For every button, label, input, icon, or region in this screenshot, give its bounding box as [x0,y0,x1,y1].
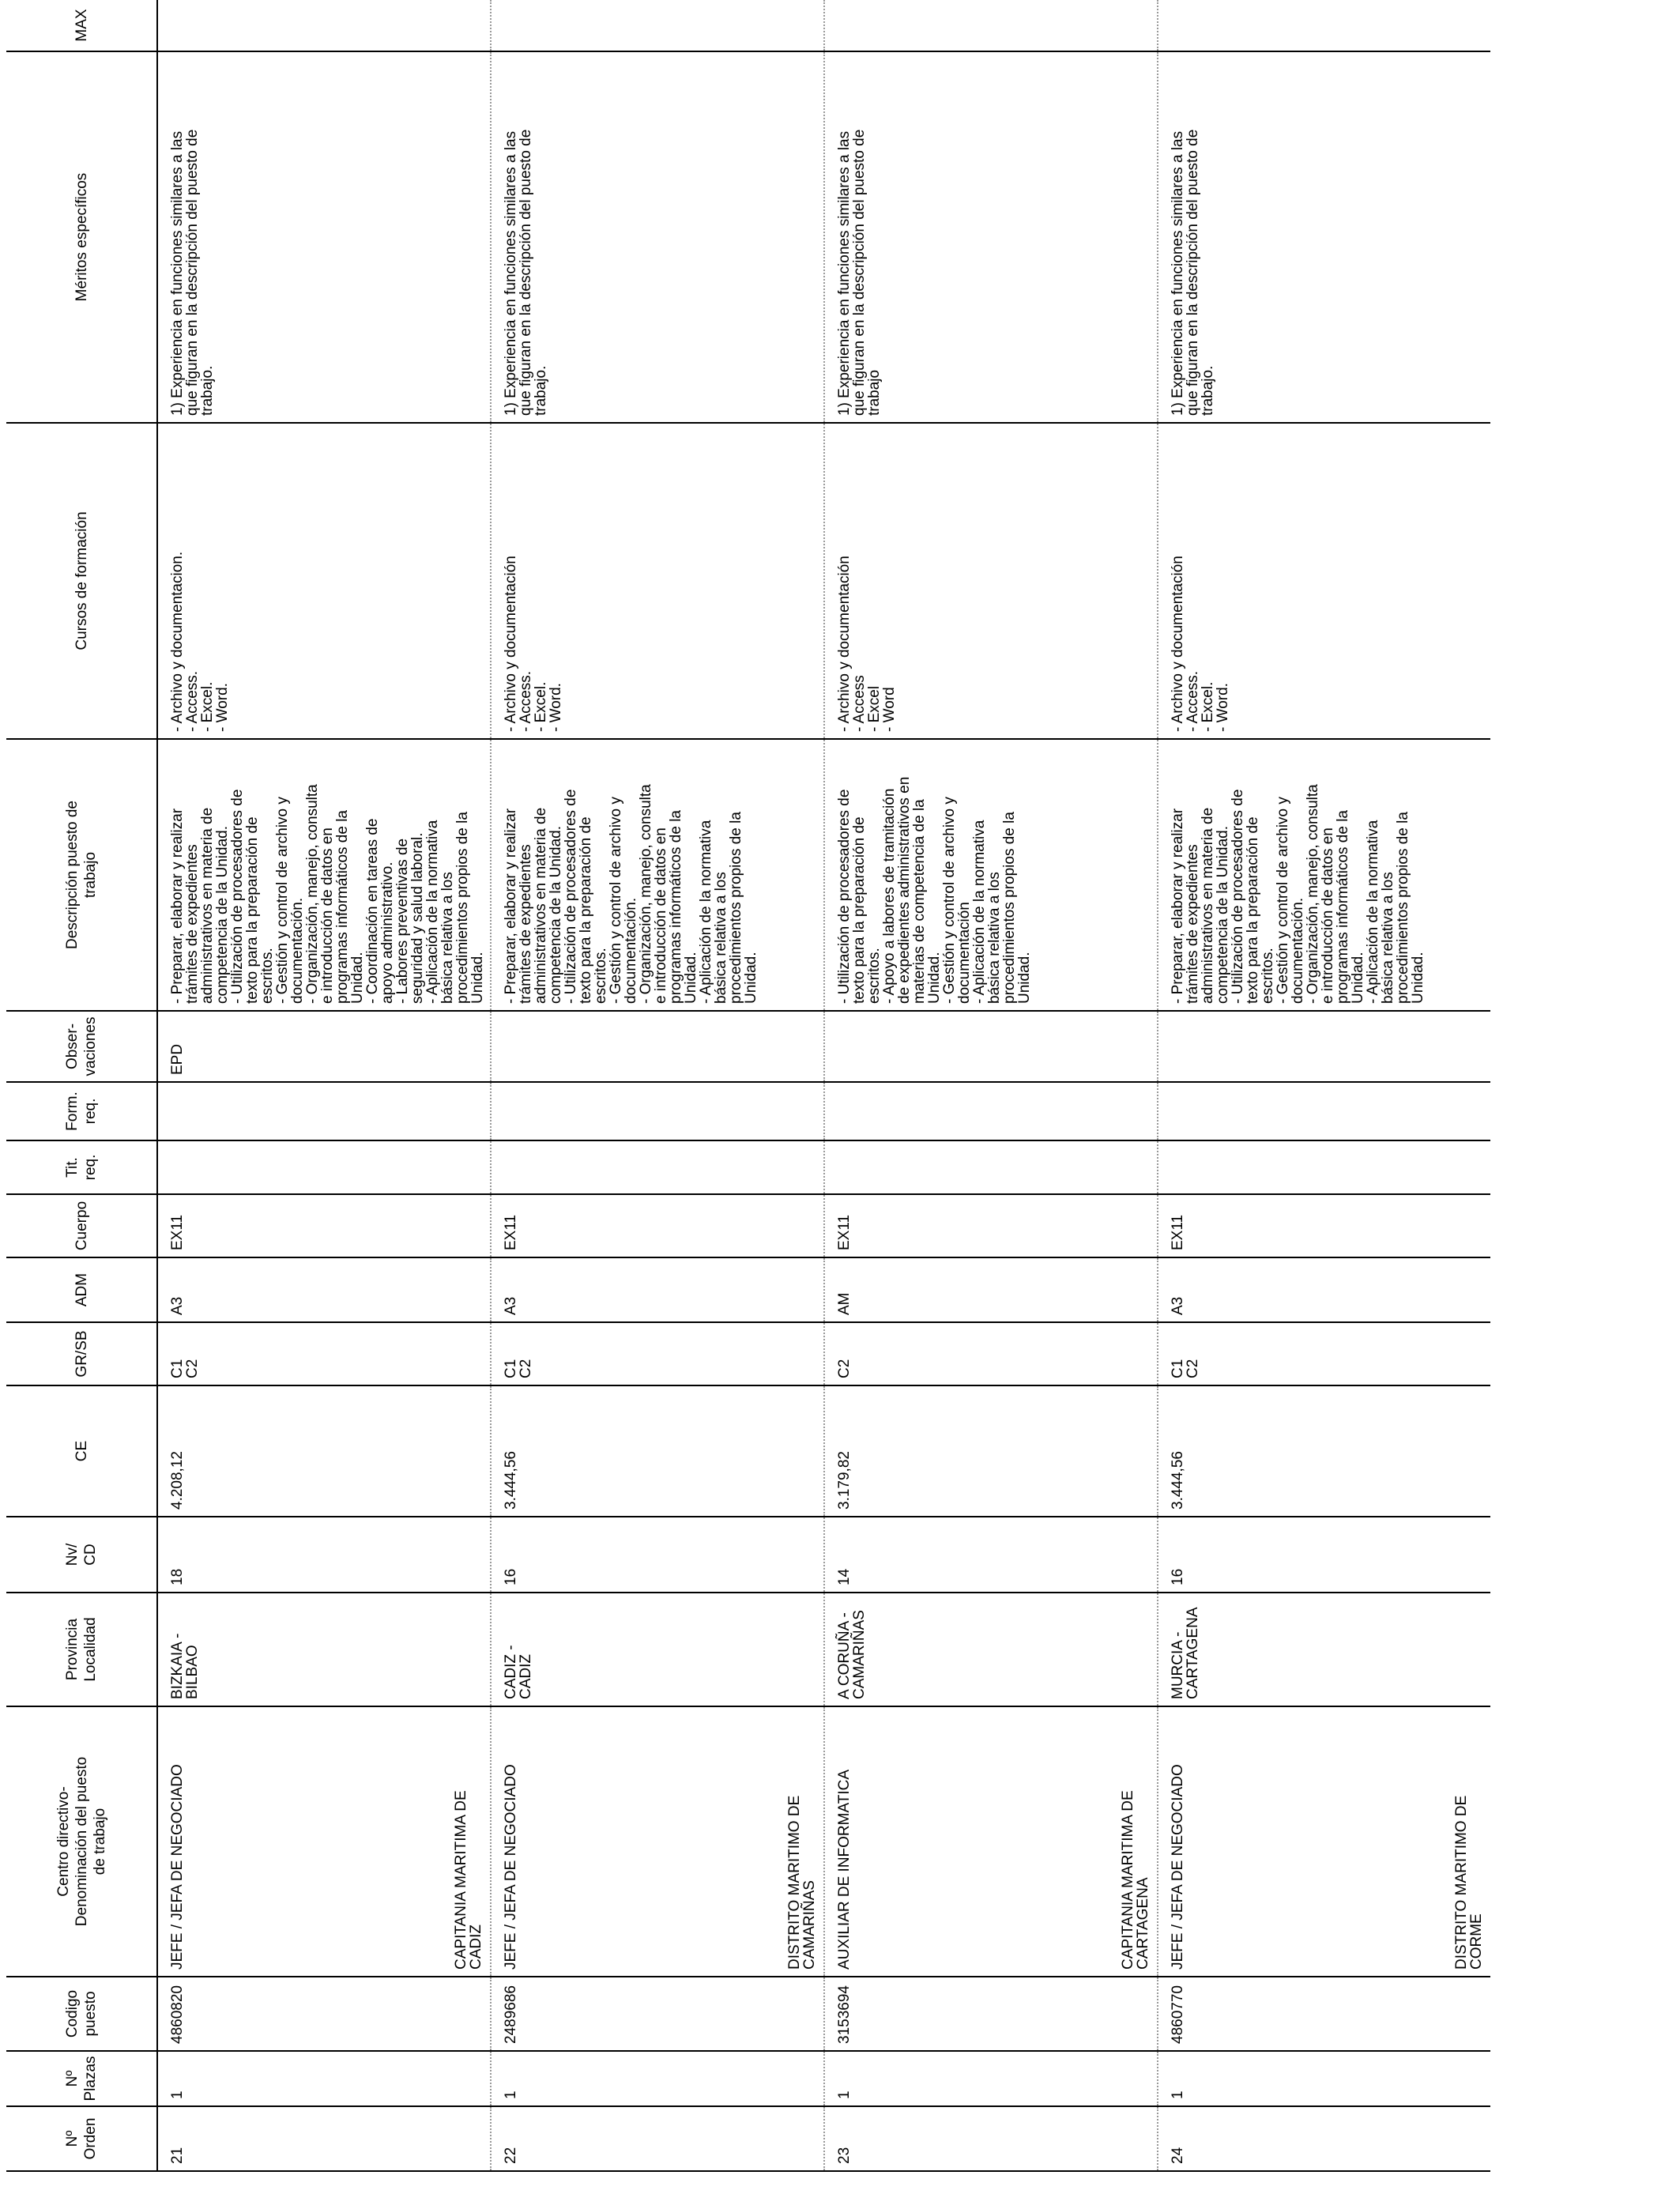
header-ce: CE [6,1385,157,1517]
cell-plazas: 1 [491,2051,824,2106]
cell-provincia: MURCIA - CARTAGENA [1158,1593,1490,1706]
centro-footer: DISTRITO MARITIMO DE CAMARIÑAS [786,1795,818,1970]
cell-meritos: 1) Experiencia en funciones similares a las que figuran en la descripción del puesto de trabajo. [1158,51,1490,423]
cell-cuerpo: EX11 [1158,1194,1490,1257]
cell-nivel: 14 [824,1517,1158,1593]
cell-obs: EPD [157,1011,491,1082]
cell-form [824,1082,1158,1140]
cell-descripcion: - Preparar, elaborar y realizar trámites de expedientes administrativos en materia de competencia de la Unidad. - Utilización de procesadores de texto para la preparación de escritos. - Gestión y control de archivo y documentación. - Organización, manejo, consulta e introducción de datos en programas informáticos de la Unidad. - Aplicación de la normativa básica relativa a los procedimientos propios de la Unidad. [491,739,824,1011]
cell-provincia: A CORUÑA - CAMARIÑAS [824,1593,1158,1706]
cell-cursos: - Archivo y documentación - Access - Excel - Word [824,423,1158,739]
cell-form [1158,1082,1490,1140]
cell-plazas: 1 [157,2051,491,2106]
cell-plazas: 1 [824,2051,1158,2106]
cell-tit [491,1140,824,1194]
centro-footer: CAPITANIA MARITIMA DE CARTAGENA [1120,1790,1151,1970]
job-positions-table [6,0,1490,2172]
cell-orden: 21 [157,2106,491,2171]
cell-adm: A3 [491,1257,824,1322]
header-max: MAX [6,0,157,51]
cell-grupo: C1 C2 [491,1322,824,1385]
cell-nivel: 16 [1158,1517,1490,1593]
cell-nivel: 16 [491,1517,824,1593]
cell-adm: A3 [1158,1257,1490,1322]
cell-codigo: 4860820 [157,1977,491,2051]
cell-grupo: C2 [824,1322,1158,1385]
cell-orden: 22 [491,2106,824,2171]
cell-ce: 3.179,82 [824,1385,1158,1517]
cell-cursos: - Archivo y documentación - Access. - Excel. - Word. [1158,423,1490,739]
cell-codigo: 3153694 [824,1977,1158,2051]
header-plazas: Nº Plazas [6,2051,157,2106]
cell-grupo: C1 C2 [1158,1322,1490,1385]
cell-centro: JEFE / JEFA DE NEGOCIADO DISTRITO MARITIMO DE CORME [1158,1706,1490,1977]
cell-adm: AM [824,1257,1158,1322]
cell-centro: JEFE / JEFA DE NEGOCIADO DISTRITO MARITIMO DE CAMARIÑAS [491,1706,824,1977]
centro-footer: DISTRITO MARITIMO DE CORME [1453,1795,1485,1970]
cell-orden: 24 [1158,2106,1490,2171]
header-obs: Obser- vaciones [6,1011,157,1082]
header-adm: ADM [6,1257,157,1322]
cell-obs [491,1011,824,1082]
cell-cursos: - Archivo y documentación - Access. - Excel. - Word. [491,423,824,739]
header-provincia: Provincia Localidad [6,1593,157,1706]
header-form: Form. req. [6,1082,157,1140]
cell-tit [1158,1140,1490,1194]
cell-orden: 23 [824,2106,1158,2171]
cell-form [491,1082,824,1140]
table-row [824,0,1158,2171]
cell-max [157,0,491,51]
cell-cuerpo: EX11 [157,1194,491,1257]
cell-meritos: 1) Experiencia en funciones similares a las que figuran en la descripción del puesto de trabajo. [157,51,491,423]
cell-ce: 3.444,56 [1158,1385,1490,1517]
cell-provincia: CADIZ - CADIZ [491,1593,824,1706]
table-header-row [6,0,157,2171]
header-orden: Nº Orden [6,2106,157,2171]
cell-adm: A3 [157,1257,491,1322]
cell-descripcion: - Preparar, elaborar y realizar trámites de expedientes administrativos en materia de competencia de la Unidad. - Utilización de procesadores de texto para la preparación de escritos. - Gestión y control de archivo y documentación. - Organización, manejo, consulta e introducción de datos en programas informáticos de la Unidad. - Coordinación en tareas de apoyo administrativo. - Labores preventivas de seguridad y salud laboral. - Aplicación de la normativa básica relativa a los procedimientos propios de la Unidad. [157,739,491,1011]
table-row [491,0,824,2171]
header-nivel: Nv/ CD [6,1517,157,1593]
header-tit: Tit. req. [6,1140,157,1194]
cell-tit [157,1140,491,1194]
cell-centro: AUXILIAR DE INFORMATICA CAPITANIA MARITIMA DE CARTAGENA [824,1706,1158,1977]
cell-max [491,0,824,51]
cell-tit [824,1140,1158,1194]
cell-descripcion: - Utilización de procesadores de texto para la preparación de escritos. - Apoyo a labores de tramitación de expedientes administrativos en materias de competencia de la Unidad. - Gestión y control de archivo y documentación - Aplicación de la normativa básica relativa a los procedimientos propios de la Unidad. [824,739,1158,1011]
header-codigo: Codigo puesto [6,1977,157,2051]
header-grupo: GR/SB [6,1322,157,1385]
cell-obs [1158,1011,1490,1082]
cell-form [157,1082,491,1140]
header-centro: Centro directivo- Denominación del puesto de trabajo [6,1706,157,1977]
cell-centro: JEFE / JEFA DE NEGOCIADO CAPITANIA MARITIMA DE CADIZ [157,1706,491,1977]
cell-cursos: - Archivo y documentacion. - Access. - Excel. - Word. [157,423,491,739]
cell-obs [824,1011,1158,1082]
table-row [157,0,491,2171]
cell-max [824,0,1158,51]
cell-max [1158,0,1490,51]
cell-codigo: 2489686 [491,1977,824,2051]
header-meritos: Méritos específicos [6,51,157,423]
cell-meritos: 1) Experiencia en funciones similares a las que figuran en la descripción del puesto de trabajo [824,51,1158,423]
header-descripcion: Descripción puesto de trabajo [6,739,157,1011]
centro-footer: CAPITANIA MARITIMA DE CADIZ [453,1790,484,1970]
cell-cuerpo: EX11 [824,1194,1158,1257]
cell-ce: 4.208,12 [157,1385,491,1517]
header-cuerpo: Cuerpo [6,1194,157,1257]
table-row [1158,0,1490,2171]
cell-codigo: 4860770 [1158,1977,1490,2051]
cell-cuerpo: EX11 [491,1194,824,1257]
cell-nivel: 18 [157,1517,491,1593]
cell-grupo: C1 C2 [157,1322,491,1385]
cell-descripcion: - Preparar, elaborar y realizar trámites de expedientes administrativos en materia de competencia de la Unidad. - Utilización de procesadores de texto para la preparación de escritos. - Gestión y control de archivo y documentación. - Organización, manejo, consulta e introducción de datos en programas informáticos de la Unidad. - Aplicación de la normativa básica relativa a los procedimientos propios de la Unidad. [1158,739,1490,1011]
cell-ce: 3.444,56 [491,1385,824,1517]
cell-provincia: BIZKAIA - BILBAO [157,1593,491,1706]
header-cursos: Cursos de formación [6,423,157,739]
cell-plazas: 1 [1158,2051,1490,2106]
cell-meritos: 1) Experiencia en funciones similares a las que figuran en la descripción del puesto de trabajo. [491,51,824,423]
